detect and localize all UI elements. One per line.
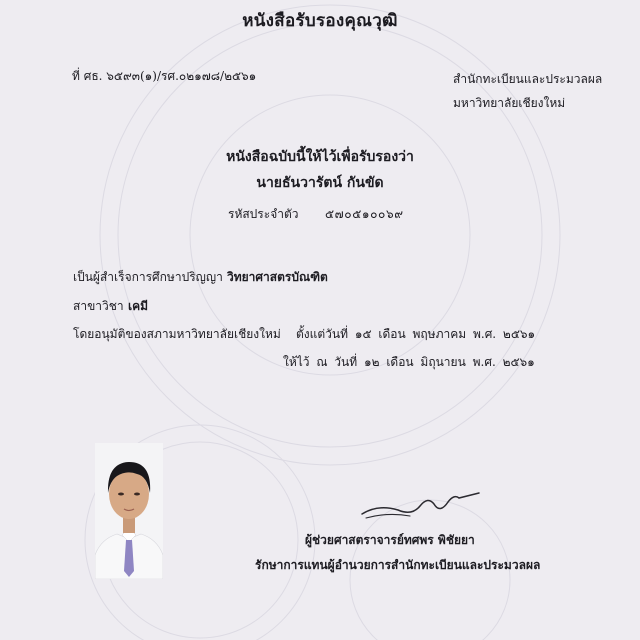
signer-title: รักษาการแทนผู้อำนวยการสำนักทะเบียนและประมวลผล	[255, 558, 541, 572]
office-name: สำนักทะเบียนและประมวลผล	[453, 72, 603, 86]
graduate-name: นายธันวารัตน์ กันขัด	[256, 175, 384, 191]
document-title: หนังสือรับรองคุณวุฒิ	[242, 11, 398, 31]
student-photo	[95, 443, 163, 579]
issuing-office	[453, 67, 602, 115]
signer-name: ผู้ช่วยศาสตราจารย์ทศพร พิชัยยา	[305, 533, 475, 547]
issue-date: ให้ไว้ ณ วันที่ ๑๒ เดือน มิถุนายน พ.ศ. ๒๕๖๑	[283, 355, 535, 369]
document-number: ที่ ศธ. ๖๕๙๓(๑)/รศ.๐๒๑๗๘/๒๕๖๑	[72, 69, 257, 83]
signature	[358, 488, 482, 524]
major-value: เคมี	[128, 299, 149, 313]
university-name: มหาวิทยาลัยเชียงใหม่	[453, 96, 566, 110]
certify-statement: หนังสือฉบับนี้ให้ไว้เพื่อรับรองว่า	[226, 149, 414, 165]
degree-value: วิทยาศาสตรบัณฑิต	[227, 270, 328, 284]
degree-label: เป็นผู้สำเร็จการศึกษาปริญญา	[73, 270, 223, 284]
student-id-label: รหัสประจำตัว	[228, 207, 299, 221]
student-id-value: ๕๗๐๕๑๐๐๖๙	[325, 207, 404, 221]
approval-date: ตั้งแต่วันที่ ๑๕ เดือน พฤษภาคม พ.ศ. ๒๕๖๑	[296, 327, 536, 341]
major-label: สาขาวิชา	[73, 299, 124, 313]
approval-label: โดยอนุมัติของสภามหาวิทยาลัยเชียงใหม่	[73, 327, 281, 341]
